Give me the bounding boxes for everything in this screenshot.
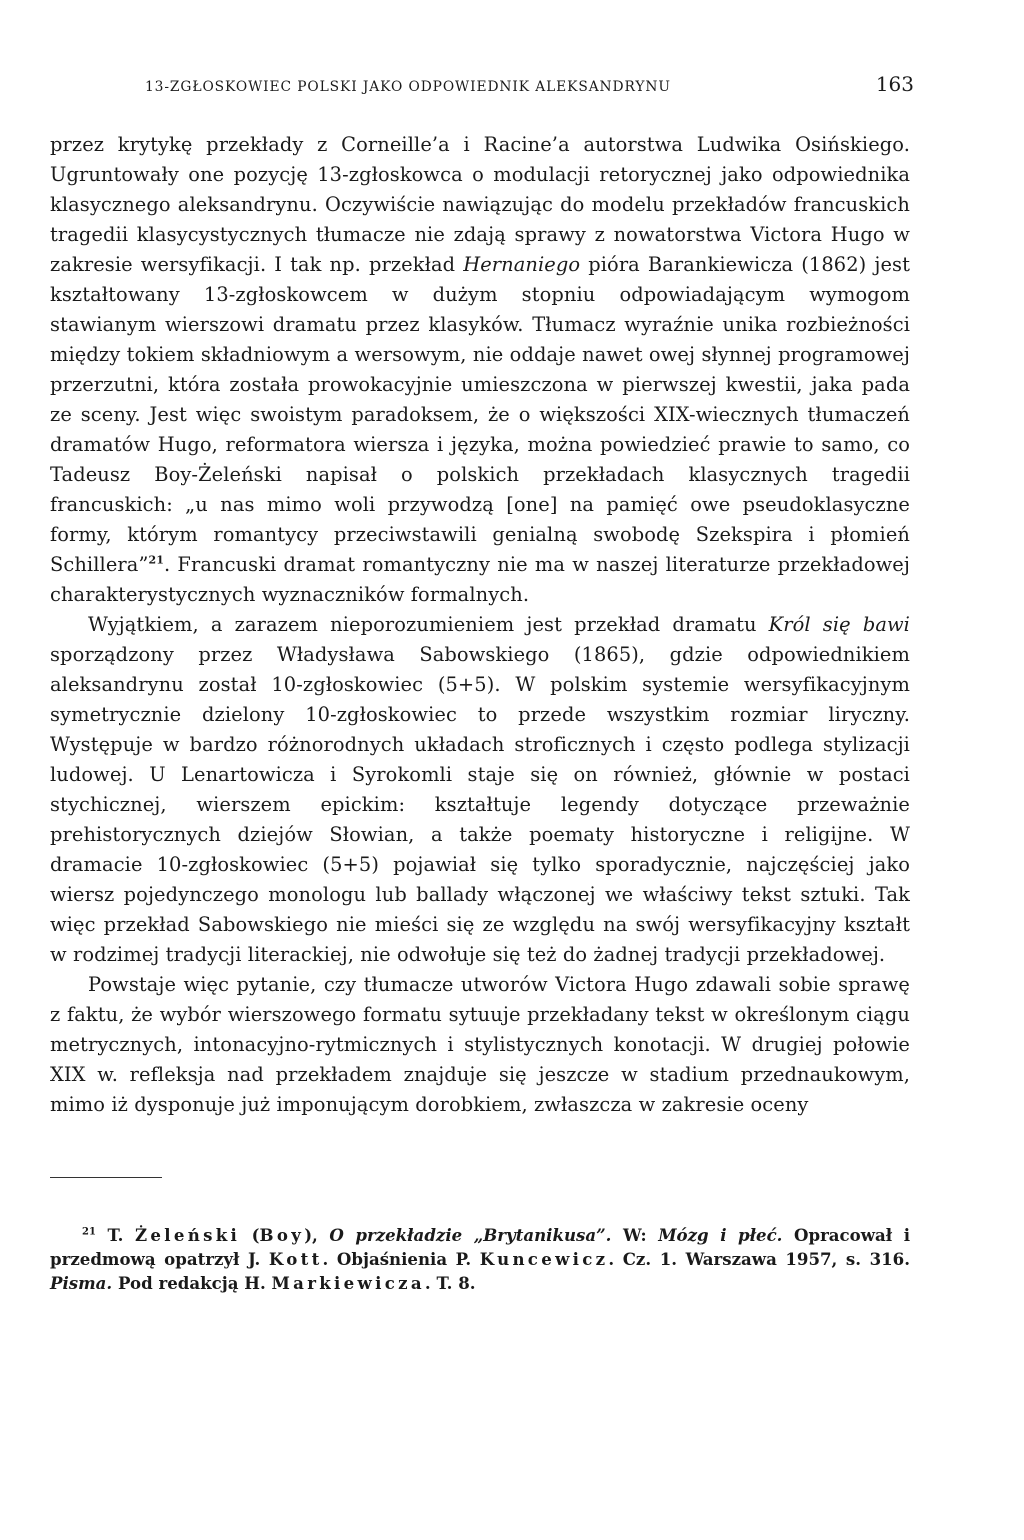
running-title: 13-ZGŁOSKOWIEC POLSKI JAKO ODPOWIEDNIK ALEKSANDRYNU xyxy=(145,79,671,95)
text-run: przez krytykę przekłady z Corneille’a i Racine’a autorstwa Ludwika Osińskiego. Ugruntowały one pozycję 13-zgłoskowca o modulacji retorycznej jako odpowiednika klasycznego aleksandrynu. Oczywiście nawiązując do modelu przekładów francuskich tragedii klasycystycznych tłumacze nie zdają sprawy z nowatorstwa Victora Hugo w zakresie wersyfikacji. I tak np. przekład xyxy=(50,133,910,276)
text-run: Pod redakcją H. xyxy=(112,1273,272,1293)
text-run: T. xyxy=(95,1225,135,1245)
text-run: . T. 8. xyxy=(424,1273,476,1293)
paragraph-3: Powstaje więc pytanie, czy tłumacze utworów Victora Hugo zdawali sobie sprawę z faktu, że wybór wierszowego formatu sytuuje przekładany tekst w określonym ciągu metrycznych, intonacyjno-rytmicznych i stylistycznych konotacji. W drugiej połowie XIX w. refleksja nad przekładem znajduje się jeszcze w stadium przednaukowym, mimo iż dysponuje już imponującym dorobkiem, zwłaszcza w zakresie oceny xyxy=(50,973,910,1116)
text-run: W: xyxy=(611,1225,659,1245)
editor-name: Kuncewicz xyxy=(479,1249,609,1269)
italic-title: Mózg i płeć. xyxy=(658,1225,783,1245)
paragraph-2 xyxy=(50,610,910,970)
footnotes xyxy=(50,1223,910,1295)
author-name: Żeleński xyxy=(135,1225,241,1245)
text-run: . Francuski dramat romantyczny nie ma w naszej literaturze przekładowej charakterystycznych wyznaczników formalnych. xyxy=(50,553,910,606)
editor-name: Markiewicza xyxy=(271,1273,425,1293)
page-header xyxy=(50,72,914,112)
text-run: ( xyxy=(240,1225,260,1245)
footnote-mark: 21 xyxy=(82,1226,96,1238)
text-run: sporządzony przez Władysława Sabowskiego (1865), gdzie odpowiednikiem aleksandrynu został 10-zgłoskowiec (5+5). W polskim systemie wersyfikacyjnym symetrycznie dzielony 10-zgłoskowiec to przede wszystkim rozmiar liryczny. Występuje w bardzo różnorodnych układach stroficznych i często podlega stylizacji ludowej. U Lenartowicza i Syrokomli staje się on również, głównie w postaci stychicznej, wierszem epickim: kształtuje legendy dotyczące przeważnie prehistorycznych dziejów Słowian, a także poematy historyczne i religijne. W dramacie 10-zgłoskowiec (5+5) pojawiał się tylko sporadycznie, najczęściej jako wiersz pojedynczego monologu lub ballady włączonej we właściwy tekst sztuki. Tak więc przekład Sabowskiego nie mieści się ze względu na swój wersyfikacyjny kształt w rodzimej tradycji literackiej, nie odwołuje się też do żadnej tradycji przekładowej. xyxy=(50,643,910,966)
book-page xyxy=(50,72,914,1295)
main-text xyxy=(50,130,910,1120)
text-run: . Objaśnienia P. xyxy=(322,1249,480,1269)
text-run: ), xyxy=(304,1225,330,1245)
text-run: Wyjątkiem, a zarazem nieporozumieniem jest przekład dramatu xyxy=(88,613,769,636)
pseudonym: Boy xyxy=(259,1225,305,1245)
text-run: pióra Barankiewicza (1862) jest kształtowany 13-zgłoskowcem w dużym stopniu odpowiadającym wymogom stawianym wierszowi dramatu przez klasyków. Tłumacz wyraźnie unika rozbieżności między tokiem składniowym a wersowym, nie oddaje nawet owej słynnej programowej przerzutni, która została prowokacyjnie umieszczona w pierwszej kwestii, jaka pada ze sceny. Jest więc swoistym paradoksem, że o większości XIX-wiecznych tłumaczeń dramatów Hugo, reformatora wiersza i języka, można powiedzieć prawie to samo, co Tadeusz Boy-Żeleński napisał o polskich przekładach klasycznych tragedii francuskich: „u nas mimo woli przywodzą [one] na pamięć owe pseudoklasyczne formy, którym romantycy przeciwstawili genialną swobodę Szekspira i płomień Schillera” xyxy=(50,253,910,576)
text-run: Opracował i przedmową opatrzył J. xyxy=(50,1225,910,1269)
page-number: 163 xyxy=(875,72,914,96)
footnote-reference: 21 xyxy=(148,553,164,567)
italic-title: Król się bawi xyxy=(768,613,910,636)
footnote-21 xyxy=(50,1223,910,1295)
footnote-divider xyxy=(50,1177,162,1178)
paragraph-1 xyxy=(50,130,910,610)
italic-title: Hernaniego xyxy=(463,253,581,276)
italic-title: O przekładzie „Brytanikusa”. xyxy=(329,1225,612,1245)
italic-title: Pisma. xyxy=(50,1273,113,1293)
text-run: . Cz. 1. Warszawa 1957, s. 316. xyxy=(608,1249,910,1269)
editor-name: Kott xyxy=(268,1249,323,1269)
